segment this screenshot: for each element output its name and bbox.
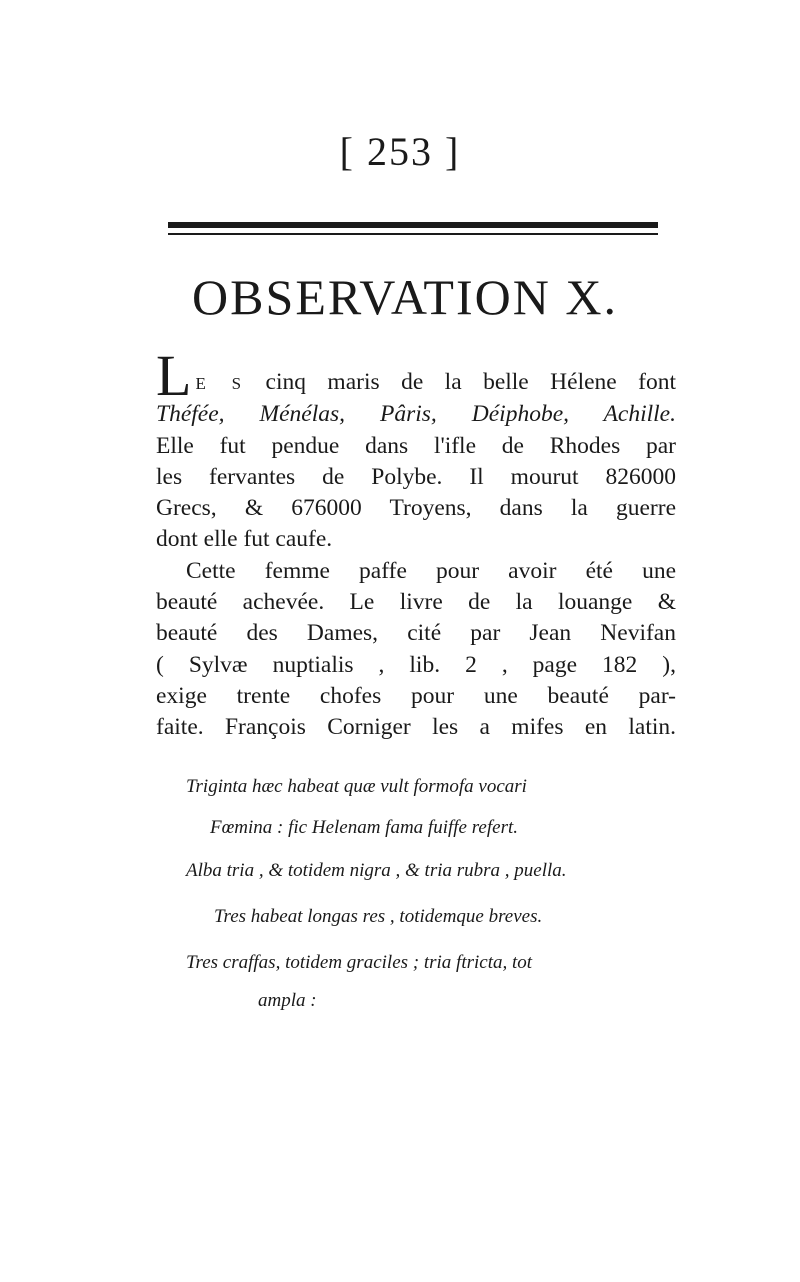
first-line-text: cinq maris de la belle Hélene font <box>244 369 677 395</box>
paragraph-1-line: Grecs, & 676000 Troyens, dans la guerre <box>156 495 676 522</box>
paragraph-1-line: les fervantes de Polybe. Il mourut 826000 <box>156 463 676 490</box>
paragraph-1-line: Elle fut pendue dans l'ifle de Rhodes par <box>156 432 676 459</box>
paragraph-2-line: exige trente chofes pour une beauté par- <box>156 682 676 709</box>
first-word-small-caps: E S <box>195 374 245 393</box>
verse-line: Fœmina : fic Helenam fama fuiffe refert. <box>210 817 518 838</box>
verse-line: Alba tria , & totidem nigra , & tria rubra , puella. <box>186 860 567 881</box>
body-text <box>156 343 677 744</box>
paragraph-1-first-line <box>156 343 677 408</box>
paragraph-2-line: faite. François Corniger les a mifes en latin. <box>156 714 676 741</box>
page-number: [ 253 ] <box>339 129 461 174</box>
drop-cap: L <box>156 343 192 408</box>
paragraph-2-line: Cette femme paffe pour avoir été une <box>186 557 676 584</box>
paragraph-1-line: Théfée, Ménélas, Pâris, Déiphobe, Achille. <box>156 401 676 428</box>
paragraph-1-line: dont elle fut caufe. <box>156 526 333 553</box>
verse-line: Tres habeat longas res , totidemque breves. <box>214 906 543 927</box>
paragraph-2-line: beauté des Dames, cité par Jean Nevifan <box>156 620 676 647</box>
paragraph-2-line: beauté achevée. Le livre de la louange & <box>156 589 676 616</box>
section-heading: OBSERVATION X. <box>192 269 618 325</box>
header-rule-thin <box>168 233 658 235</box>
verse-line: Triginta hæc habeat quæ vult formofa vocari <box>186 776 527 797</box>
paragraph-2-line: ( Sylvæ nuptialis , lib. 2 , page 182 ), <box>156 651 676 678</box>
verse-line: ampla : <box>258 990 317 1011</box>
header-rule-thick <box>168 222 658 228</box>
verse-line: Tres craffas, totidem graciles ; tria ftricta, tot <box>186 952 533 973</box>
